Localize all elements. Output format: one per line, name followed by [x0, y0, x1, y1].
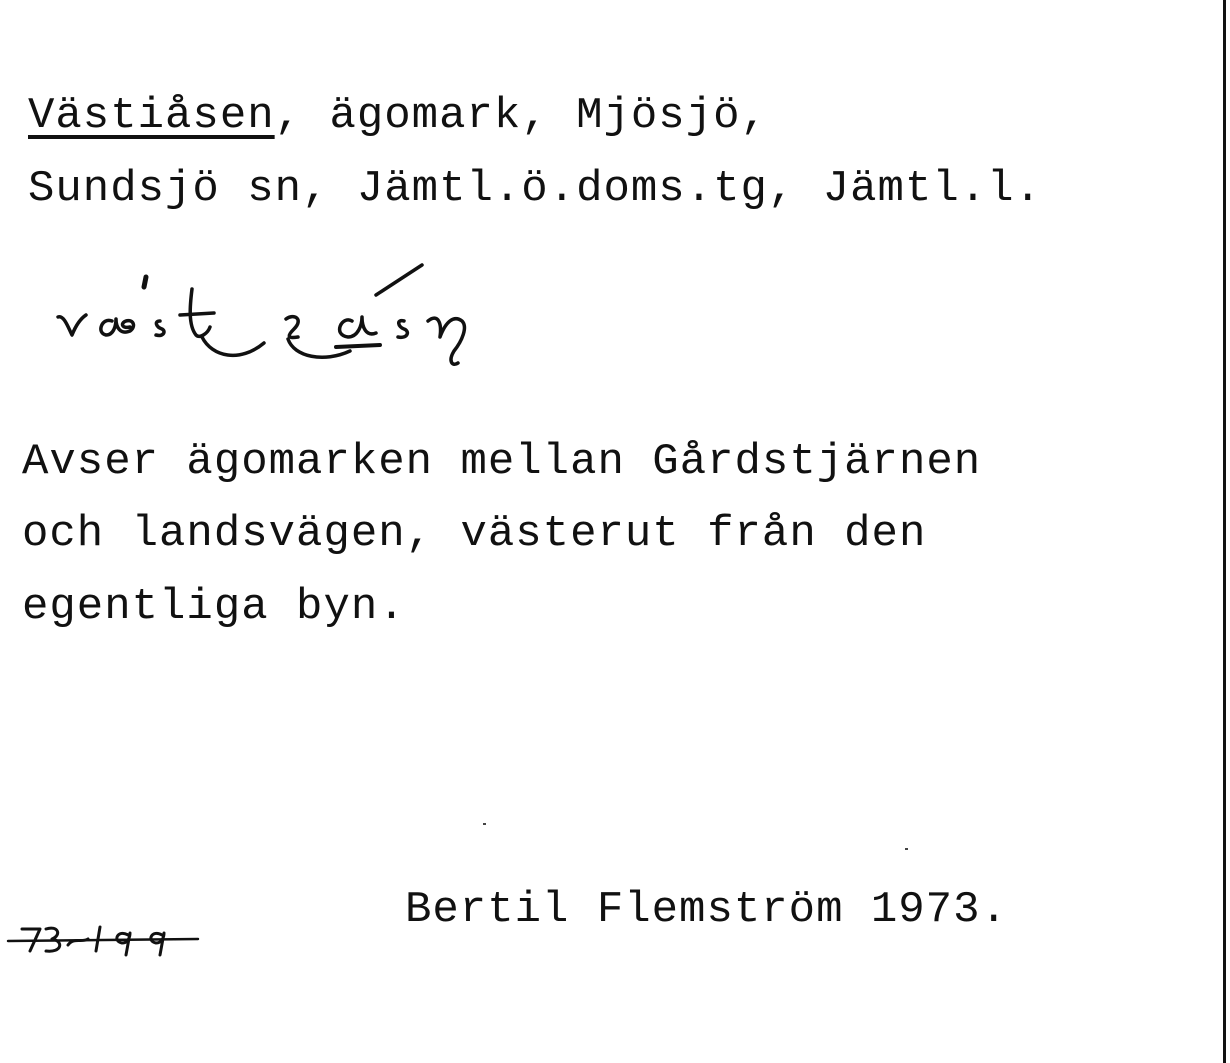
description-line-2: och landsvägen, västerut från den: [22, 509, 927, 559]
description-line-1: Avser ägomarken mellan Gårdstjärnen: [22, 437, 982, 487]
speck: [905, 848, 908, 850]
description-line-3: egentliga byn.: [22, 582, 406, 632]
author-signature: Bertil Flemström 1973.: [405, 885, 1008, 935]
speck: [483, 823, 486, 825]
card-edge: [1223, 0, 1226, 1063]
handwritten-pronunciation: [50, 255, 530, 385]
place-type-location: , ägomark, Mjösjö,: [274, 91, 768, 141]
handwritten-archive-number: [2, 915, 202, 965]
parish-district-line: Sundsjö sn, Jämtl.ö.doms.tg, Jämtl.l.: [28, 164, 1042, 214]
place-name-line: [28, 91, 768, 141]
headword: Västiåsen: [28, 91, 275, 141]
